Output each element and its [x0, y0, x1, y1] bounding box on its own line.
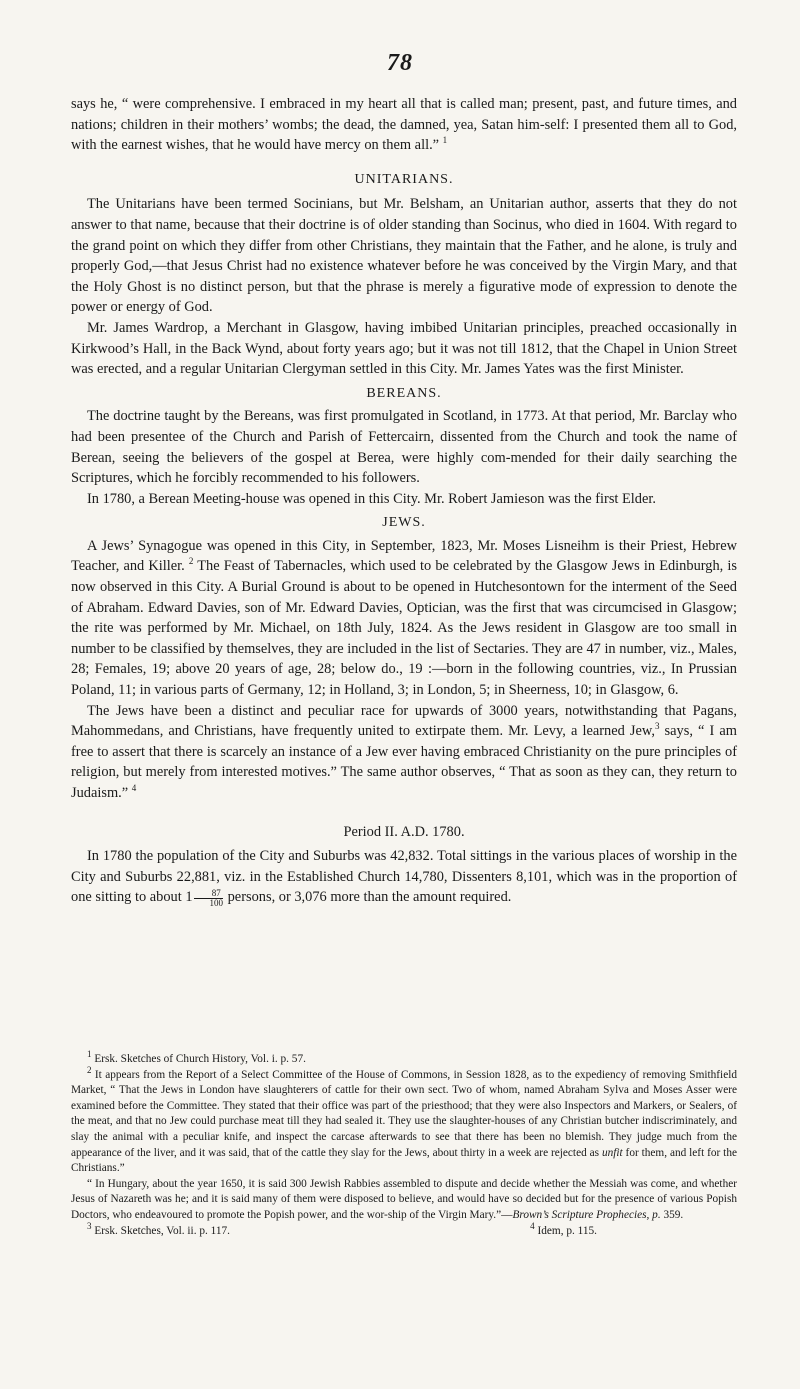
main-text — [71, 94, 737, 908]
footnote-ref: 2 — [188, 556, 194, 567]
footnote-row — [71, 1220, 737, 1240]
footnote-ref: 1 — [442, 135, 448, 146]
footnote-ref: 4 — [131, 783, 137, 794]
fraction: $\frac{87}{100}$ — [194, 889, 224, 908]
paragraph: The Jews have been a distinct and peculiar race for upwards of 3000 years, notwithstanding that Pagans, Mahommedans, and Christians, have frequently united to extirpate them. Mr. Levy, a learned Jew,$^3$ says, “ I am free to assert that there is scarcely an instance of a Jew ever having embraced Christianity on the pure principles of religion, but merely from interested motives.” The same author observes, “ That as soon as they can, they return to Judaism.” $^4$ — [71, 702, 737, 801]
footnotes — [71, 1049, 737, 1239]
paragraph: In 1780, a Berean Meeting-house was opened in this City. Mr. Robert Jamieson was the first Elder. — [87, 490, 656, 507]
section-heading-unitarians: UNITARIANS. — [354, 171, 454, 187]
paragraph: Mr. James Wardrop, a Merchant in Glasgow, having imbibed Unitarian principles, preached occasionally in Kirkwood’s Hall, in the Back Wynd, about forty years ago; but it was not till 1812, that the Chapel in Union Street was erected, and a regular Unitarian Clergyman settled in this City. Mr. James Yates was the first Minister. — [71, 319, 737, 378]
intro-paragraph: says he, “ were comprehensive. I embraced in my heart all that is called man; present, past, and future times, and nations; children in their mothers’ wombs; the dead, the damned, yea, Satan him-self: I presented them all to God, with the earnest wishes, that he would have mercy on them all.” $^1$ — [71, 96, 737, 154]
footnote: $^3$ Ersk. Sketches, Vol. ii. p. 117. — [87, 1220, 230, 1237]
footnote: $^1$ Ersk. Sketches of Church History, Vol. i. p. 57. — [87, 1049, 306, 1065]
paragraph: A Jews’ Synagogue was opened in this City, in September, 1823, Mr. Moses Lisneihm is their Priest, Hebrew Teacher, and Killer. $^2$ The Feast of Tabernacles, which used to be celebrated by the Glasgow Jews in Edinburgh, is now observed in this City. A Burial Ground is about to be opened in Hutchesontown for the interment of the Seed of Abraham. Edward Davies, son of Mr. Edward Davies, Optician, was the first that was circumcised in Glasgow; the rite was performed by Mr. Michael, on 18th July, 1824. As the Jews resident in Glasgow are too small in number to be classified by themselves, they are included in the list of Sectaries. They are 47 in number, viz., Males, 28; Females, 19; above 20 years of age, 28; below do., 19 :—born in the following countries, viz., In Prussian Poland, 11; in various parts of Germany, 12; in Holland, 3; in London, 5; in Sheerness, 10; in Glasgow, 6. — [71, 537, 738, 699]
page-number: 78 — [387, 50, 413, 76]
footnote-ref: 3 — [654, 721, 660, 732]
paragraph: In 1780 the population of the City and Suburbs was 42,832. Total sittings in the various places of worship in the City and Suburbs 22,881, viz. in the Established Church 14,780, Dissenters 8,101, which was in the proportion of one sitting to about 1 $\frac{87}{100}$ persons, or 3,076 more than the amount required. — [71, 848, 737, 908]
footnote: $^4$ Idem, p. 115. — [530, 1220, 597, 1237]
section-heading-jews: JEWS. — [382, 515, 426, 531]
footnote: $^2$ It appears from the Report of a Select Committee of the House of Commons, in Session 1828, as to the expediency of removing Smithfield Market, “ That the Jews in London have slaughterers of cattle for their own sect. Two of whom, named Abraham Sylva and Moses Asser were examined before the Committee. They stated that their office was part of the priesthood; that they were also Inspectors and Markers, or Sealers, of the meat, and that no Jew could purchase meat till they had sealed it. They use the slaughter-houses of any Christian butcher indiscriminately, and slay the animal with a peculiar knife, and inspect the carcase afterwards to see that there has been no blemish. They judge much from the appearance of the liver, and it was said, that of the cattle they slay for the Jews, about thirty in a week are rejected as unfit for them, and left for the Christians.” — [71, 1064, 737, 1175]
footnote: “ In Hungary, about the year 1650, it is said 300 Jewish Rabbies assembled to dispute and decide whether the Messiah was come, and whether Jesus of Nazareth was he; and it is said many of them were disposed to believe, and would have so decided but for the presence of various Popish Doctors, who endeavoured to promote the Popish power, and the wor-ship of the Virgin Mary.”—Brown’s Scripture Prophecies, p. 359. — [71, 1177, 737, 1221]
section-heading-bereans: BEREANS. — [366, 385, 442, 401]
paragraph: The doctrine taught by the Bereans, was first promulgated in Scotland, in 1773. At that period, Mr. Barclay who had been presentee of the Church and Parish of Fettercairn, dissented from the Church and took the name of Berean, seeing the believers of the gospel at Berea, were highly com-mended for their daily searching the Scriptures, which he forcibly recommended to his followers. — [71, 408, 737, 487]
section-heading-period: Period II. A.D. 1780. — [343, 823, 465, 840]
paragraph: The Unitarians have been termed Socinians, but Mr. Belsham, an Unitarian author, asserts that they do not answer to that name, because that their doctrine is of older standing than Socinus, who died in 1604. With regard to the grand point on which they differ from other Christians, they maintain that the Father, and he alone, is truly and properly God,—that Jesus Christ had no existence whatever before he was conceived by the Virgin Mary, and that the Holy Ghost is no distinct person, but that the phrase is merely a figurative mode of expression to denote the power or energy of God. — [71, 196, 737, 316]
